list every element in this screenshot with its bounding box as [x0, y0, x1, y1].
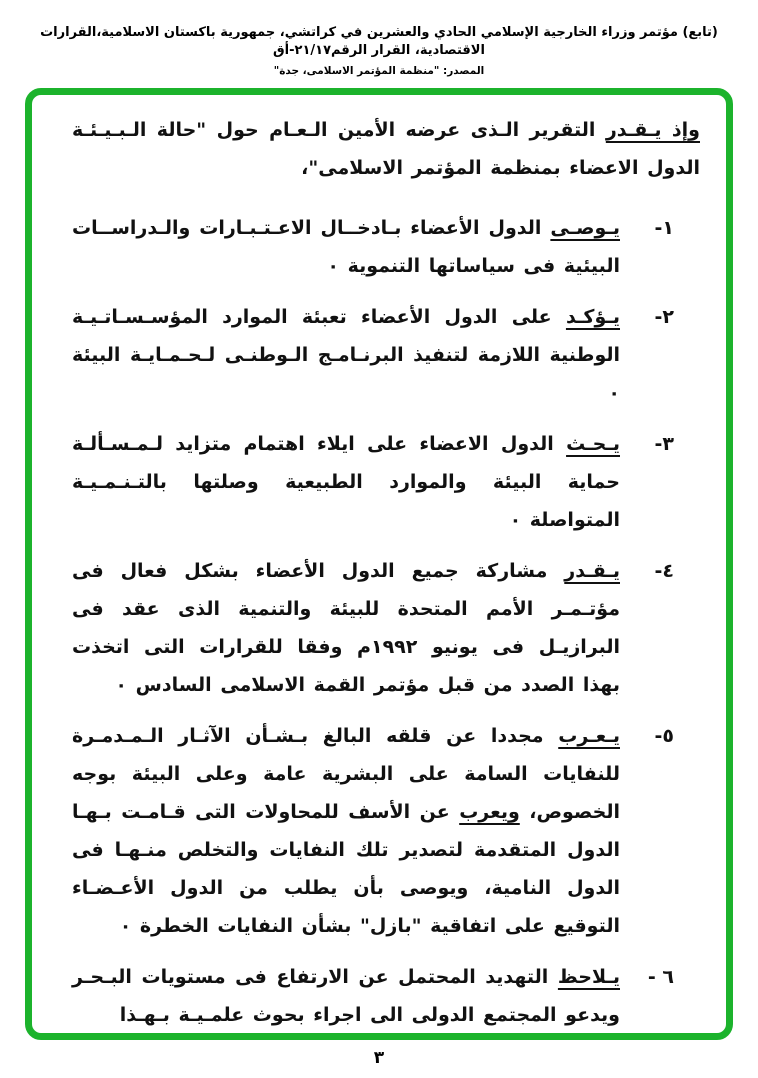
underlined-keyword: يـعـرب — [558, 725, 620, 747]
content-border-box — [25, 88, 733, 1040]
resolution-item — [72, 209, 700, 285]
paragraph-text: على الدول الأعضاء تعبئة الموارد المؤسـسـاتـيـة الوطنية اللازمة لتنفيذ البرنـامـج الـوطنـى لـحـمـايـة البيئة ٠ — [72, 306, 620, 404]
underlined-keyword: يـلاحظ — [557, 966, 620, 988]
item-number: ١- — [654, 217, 674, 239]
item-text — [72, 958, 620, 1034]
item-text — [72, 209, 620, 285]
item-text — [72, 425, 620, 539]
item-text — [72, 717, 620, 945]
paragraph-text: الدول الاعضاء على ايلاء اهتمام متزايد لـمـسـألـة حماية البيئة والموارد الطبيعية وصلتها بالتـنـمـيـة المتواصلة ٠ — [72, 433, 620, 531]
underlined-keyword: وإذ يـقـدر — [605, 119, 700, 141]
paragraph-text: عن الأسف للمحاولات التى قـامـت بـهـا الدول المتقدمة لتصدير تلك النفايات والتخلص منـهـا فى الدول النامية، ويوصى بأن يطلب من الدول الأعـضـاء التوقيع على اتفاقية "بازل" بشأن النفايات الخطرة ٠ — [72, 801, 620, 937]
resolution-item — [72, 958, 700, 1034]
paragraph-text: مشاركة جميع الدول الأعضاء بشكل فعال فى مؤتـمـر الأمم المتحدة للبيئة والتنمية الذى عقد فى البرازيـل فى يونيو ١٩٩٢م وفقا للقرارات التى اتخذت بهذا الصدد من قبل مؤتمر القمة الاسلامى السادس ٠ — [72, 560, 621, 696]
resolution-item — [72, 717, 700, 945]
item-text — [72, 552, 620, 704]
resolution-item — [72, 298, 700, 412]
paragraph-text: مجددا عن قلقه البالغ بـشـأن الآثـار الـمـدمـرة للنفايات السامة على البشرية عامة وعلى البيئة بوجه الخصوص، — [72, 725, 620, 823]
header-source-line: المصدر: "منظمة المؤتمر الاسلامى، جدة" — [273, 65, 485, 77]
page-number: ٣ — [373, 1048, 385, 1068]
item-text — [72, 298, 620, 412]
paragraph-text: التقرير الـذى عرضه الأمين الـعـام حول "حالة الـبـيـئـة الدول الاعضاء بمنظمة المؤتمر الاسلامى"، — [72, 119, 700, 179]
underlined-keyword: يـحـث — [566, 433, 620, 455]
opening-paragraph — [72, 111, 700, 187]
item-number: ٦ - — [647, 966, 674, 988]
item-number: ٤- — [654, 560, 674, 582]
resolution-item — [72, 425, 700, 539]
header-citation-line: (تابع) مؤتمر وزراء الخارجية الإسلامي الحادي والعشرين في كراتشي، جمهورية باكستان الاسلامية،القرارات الاقتصادية، القرار الرقم٢١/١٧-أق — [40, 25, 718, 58]
item-number: ٣- — [654, 433, 674, 455]
item-number: ٥- — [654, 725, 674, 747]
underlined-keyword: ويعرب — [459, 801, 520, 823]
document-header — [8, 24, 750, 77]
underlined-keyword: يـؤكـد — [565, 306, 620, 328]
underlined-keyword: يـوصـى — [550, 217, 620, 239]
resolution-item — [72, 552, 700, 704]
underlined-keyword: يـقـدر — [564, 560, 620, 582]
paragraph-text: التهديد المحتمل عن الارتفاع فى مستويات البـحـر ويدعو المجتمع الدولى الى اجراء بحوث علمـيـة بـهـذا — [72, 966, 620, 1026]
resolution-items — [72, 209, 700, 1034]
item-number: ٢- — [654, 306, 674, 328]
paragraph-text: الدول الأعضاء بـادخــال الاعـتـبـارات والـدراســات البيئية فى سياساتها التنموية ٠ — [72, 217, 620, 277]
